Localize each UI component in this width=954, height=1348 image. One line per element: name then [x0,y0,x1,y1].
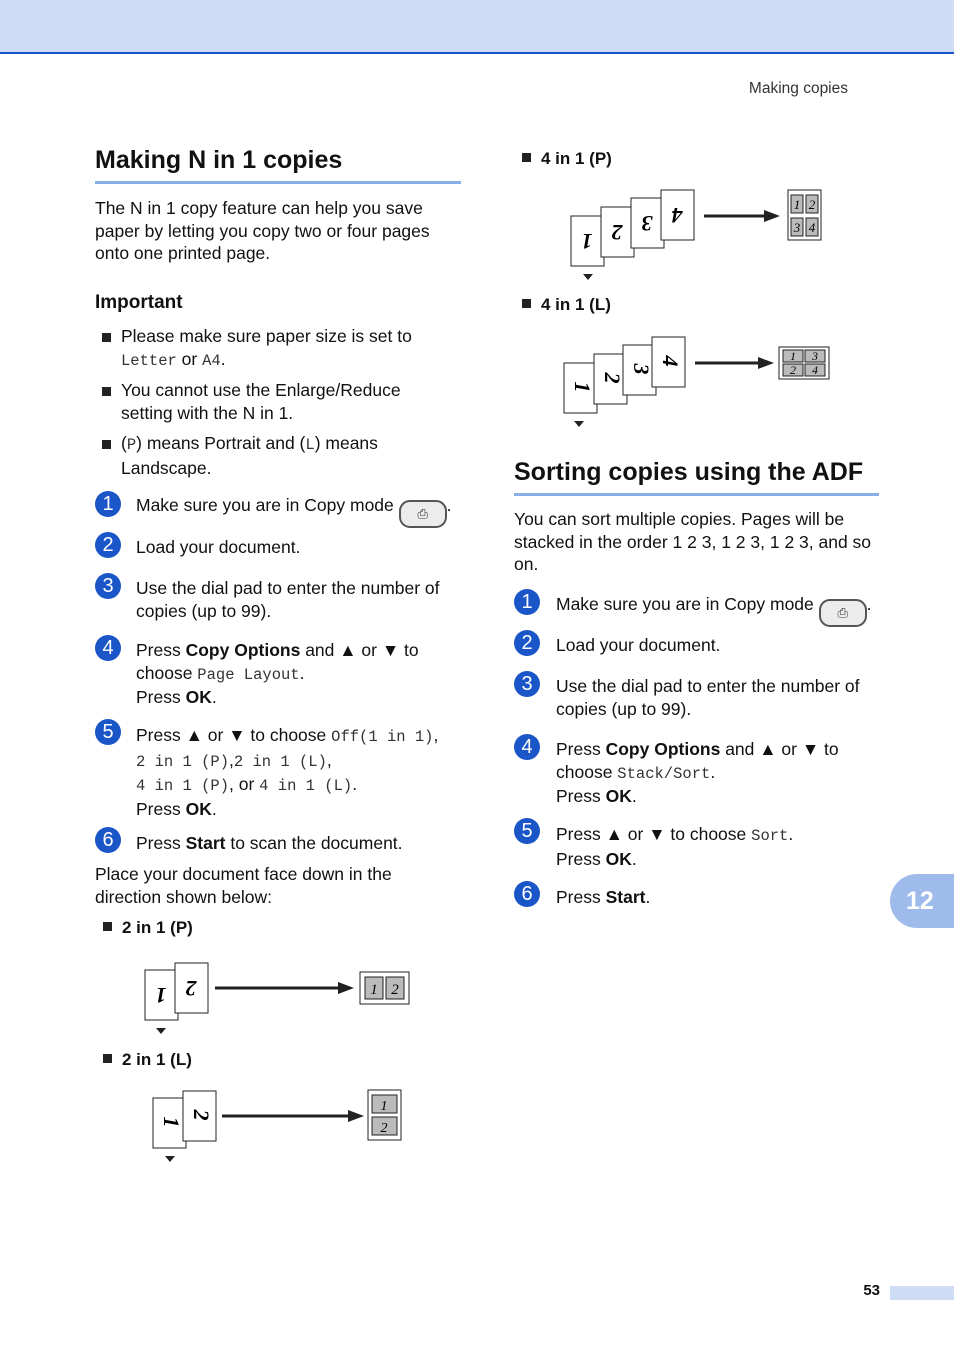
step-text: and ▲ or ▼ to [300,640,419,660]
code-stack-sort: Stack/Sort [617,764,711,783]
step-text: . [631,786,637,806]
step-2-text: Load your document. [136,537,301,557]
code-l: L [305,436,315,454]
step-number-1: 1 [95,491,121,517]
step-text: Make sure you are in Copy mode [556,594,814,614]
bullet-text: Please make sure paper size is set to [121,326,412,346]
ok-key: OK [185,687,212,707]
important-heading: Important [95,292,183,313]
figure-label: 2 in 1 (L) [122,1050,192,1069]
step-number-5: 5 [514,818,540,844]
bullet-text: You cannot use the Enlarge/Reduce setting with the N in 1. [121,380,401,423]
step-text: . [446,495,452,515]
output-digit-3: 3 [793,220,801,235]
step-text: . [631,848,637,869]
step-6-text [136,832,466,855]
section-title-sorting: Sorting copies using the ADF [514,458,879,496]
code-page-layout: Page Layout [197,665,300,684]
code-a4: A4 [202,351,221,370]
important-bullet-2 [121,379,441,424]
step-3-text: Use the dial pad to enter the number of copies (up to 99). [136,578,440,621]
page-digit-1: 1 [570,381,595,393]
step-text: Press [556,786,606,806]
step-text: . [211,798,217,819]
arrow-head [758,357,774,369]
ok-key: OK [605,786,632,806]
output-digit-1: 1 [380,1099,388,1114]
copy-key-icon: ⎙ [819,599,867,627]
step-text: . [645,887,651,907]
bullet-text: ( [121,433,127,453]
page-digit-4: 4 [671,203,683,228]
sort-step-3-text: Use the dial pad to enter the number of copies (up to 99). [556,676,860,719]
ok-key: OK [605,848,632,869]
copy-key-icon: ⎙ [399,500,447,528]
bullet-square-icon [103,922,112,931]
step-text: , [229,749,234,770]
feed-direction-arrow [165,1156,175,1162]
step-number-2: 2 [514,630,540,656]
page-digit-2: 2 [600,372,625,384]
output-digit-1: 1 [790,349,796,363]
figure-label: 4 in 1 (P) [541,149,612,168]
arrow-head [348,1110,364,1122]
step-text: , [326,749,332,770]
step-text: . [710,761,716,782]
figure-heading-4in1l [522,295,611,315]
step-text: Press [136,687,186,707]
page-digit-1: 1 [581,229,593,254]
code-4-in-1-l: 4 in 1 (L) [259,777,353,795]
figure-label: 2 in 1 (P) [122,918,193,937]
output-digit-2: 2 [808,197,816,212]
arrow-head [338,982,354,994]
step-text: Press ▲ or ▼ to choose [136,725,332,745]
page-digit-2: 2 [185,976,197,1001]
step-1-text [136,494,476,528]
output-digit-2: 2 [380,1121,388,1136]
step-number-6: 6 [514,881,540,907]
figure-heading-4in1p [522,149,612,169]
intro-paragraph: The N in 1 copy feature can help you save paper by letting you copy two or four pages onto one printed page. [95,198,430,263]
figure-4in1-portrait [566,186,831,286]
ok-key: OK [185,798,212,819]
step-number-3: 3 [95,573,121,599]
output-digit-4: 4 [808,220,816,235]
step-text: Press [136,833,186,853]
step-text: to scan the document. [225,833,403,853]
figure-heading-2in1l [103,1050,192,1070]
bullet-text: or [176,348,203,369]
step-number-1: 1 [514,589,540,615]
sort-step-6-text [556,886,886,909]
code-off-1-in-1: Off(1 in 1) [331,728,434,746]
code-4-in-1-p: 4 in 1 (P) [136,777,230,795]
code-2-in-1-p: 2 in 1 (P) [136,752,230,771]
step-text: , or [229,774,260,794]
feed-direction-arrow [574,421,584,427]
step-text: . [299,662,305,683]
output-digit-3: 3 [812,349,818,363]
step-5-text [136,724,471,820]
sorting-intro: You can sort multiple copies. Pages will be stacked in the order 1 2 3, 1 2 3, 1 2 3, and so on. [514,509,872,574]
important-bullet-3 [121,432,441,479]
step-text: . [211,687,217,707]
output-digit-1: 1 [793,197,801,212]
page-digit-1: 1 [155,983,167,1008]
copy-options-key: Copy Options [605,739,721,759]
step-text: . [352,774,358,794]
important-bullet-1 [121,325,461,372]
chapter-tab: 12 [890,874,954,928]
start-key: Start [605,887,646,907]
page-digit-2: 2 [189,1109,214,1121]
step-text: Press [136,640,186,660]
step-text: , [433,725,439,745]
step-text: Press [556,887,606,907]
figure-heading-2in1p [103,918,193,938]
figure-label: 4 in 1 (L) [541,295,611,314]
running-header: Making copies [748,80,848,97]
sort-step-2-text: Load your document. [556,635,721,655]
sort-step-5-text [556,823,886,870]
figure-2in1-portrait [140,958,415,1038]
step-text: choose [136,662,198,683]
output-digit-2: 2 [790,363,796,377]
code-sort: Sort [751,827,789,845]
step-4-text [136,639,466,709]
step-text: and ▲ or ▼ to [720,739,839,759]
code-letter: Letter [121,351,177,370]
figure-2in1-landscape [150,1086,410,1166]
bullet-text: ) means Portrait and ( [136,433,306,453]
step-text: Press ▲ or ▼ to choose [556,824,752,844]
footer-bar [890,1286,954,1300]
step-text: Make sure you are in Copy mode [136,495,394,515]
bullet-square-icon [522,299,531,308]
bullet-square-icon [522,153,531,162]
step-number-3: 3 [514,671,540,697]
step-text: Press [556,848,606,869]
place-document-text: Place your document face down in the direction shown below: [95,864,392,907]
page-digit-1: 1 [159,1116,184,1128]
copy-options-key: Copy Options [185,640,301,660]
bullet-square-icon [103,1054,112,1063]
output-digit-4: 4 [812,363,818,377]
code-2-in-1-l: 2 in 1 (L) [233,752,327,771]
header-band [0,0,954,54]
step-number-2: 2 [95,532,121,558]
section-title-n-in-1: Making N in 1 copies [95,146,461,184]
bullet-square-icon [102,333,111,342]
output-digit-2: 2 [391,982,399,998]
sort-step-1-text [556,593,896,627]
step-text: Press [136,798,186,819]
page-digit-2: 2 [611,220,623,245]
page-number: 53 [863,1282,880,1299]
start-key: Start [185,833,226,853]
sort-step-4-text [556,738,886,808]
page-digit-4: 4 [658,355,683,367]
bullet-square-icon [102,387,111,396]
step-number-5: 5 [95,719,121,745]
step-text: . [866,594,872,614]
bullet-text: . [220,348,226,369]
step-text: . [788,824,794,844]
arrow-head [764,210,780,222]
step-number-6: 6 [95,827,121,853]
feed-direction-arrow [583,274,593,280]
code-p: P [126,436,137,454]
step-number-4: 4 [514,734,540,760]
step-text: Press [556,739,606,759]
feed-direction-arrow [156,1028,166,1034]
output-digit-1: 1 [370,982,378,998]
figure-4in1-landscape [560,333,835,433]
bullet-square-icon [102,440,111,449]
step-number-4: 4 [95,635,121,661]
page-digit-3: 3 [629,363,654,375]
step-text: choose [556,761,618,782]
page-digit-3: 3 [641,211,653,236]
bullet-text: ) means Landscape. [121,433,378,478]
